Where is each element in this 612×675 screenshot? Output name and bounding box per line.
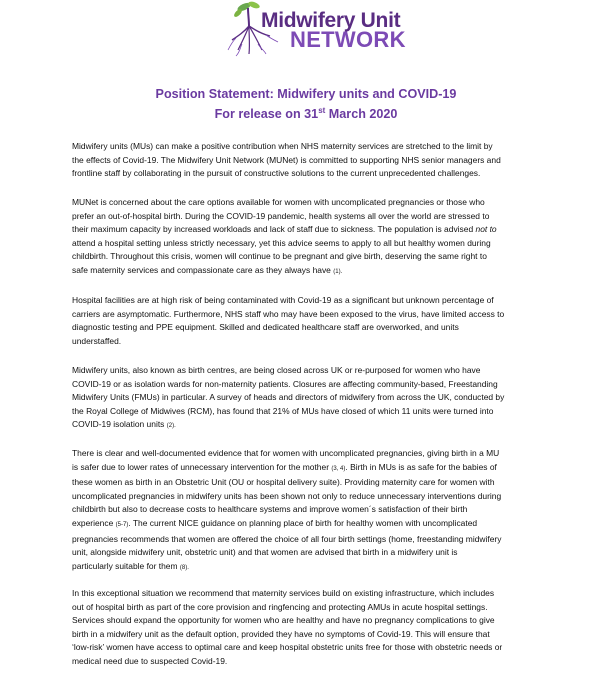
text-line: MUNet is concerned about the care options available for women with uncomplicated pregnancies or those who xyxy=(72,197,485,207)
text-line: Midwifery units (MUs) can make a positive contribution when NHS maternity services are stretched to the limit by xyxy=(72,141,493,151)
paragraph-2 xyxy=(72,196,552,280)
text-segment: particularly suitable for them xyxy=(72,560,178,571)
text-line: understaffed. xyxy=(72,335,122,346)
text-segment: . Birth in MUs is as safe for the babies of xyxy=(345,461,497,472)
release-sup: st xyxy=(318,106,326,115)
text-segment: COVID-19 isolation units xyxy=(72,419,165,430)
text-line: Midwifery units, also known as birth centres, are being closed across UK or re-purposed for women who have xyxy=(72,365,481,375)
midwifery-unit-network-logo xyxy=(222,0,406,60)
text-segment: . The current NICE guidance on planning place of birth for healthy women with uncomplicated xyxy=(128,517,478,528)
text-line: out of hospital birth as part of the core provision and ringfencing and protecting AMUs in acute hospital settings. xyxy=(72,601,488,612)
text-line: medical need due to suspected Covid-19. xyxy=(72,655,228,666)
release-date xyxy=(0,106,612,121)
citation-ref: (2). xyxy=(166,423,176,430)
text-line: uncomplicated pregnancies in midwifery units has been shown not only to reduce unnecessary interventions during xyxy=(72,490,502,501)
text-line: COVID-19 or as isolation wards for non-maternity patients. Closures are affecting community-based, Freestanding xyxy=(72,378,498,389)
text-line: childbirth. Throughout this crisis, women will continue to be pregnant and give birth, deserving the same right to xyxy=(72,251,487,262)
release-prefix: For release on 31 xyxy=(214,107,319,122)
text-line: childbirth but also to decrease costs to healthcare systems and improve women´s satisfaction of their birth xyxy=(72,504,468,515)
text-line xyxy=(72,418,552,434)
text-line xyxy=(72,560,552,576)
paragraph-4 xyxy=(72,364,552,434)
text-line: There is clear and well-documented evidence that for women with uncomplicated pregnancies, giving birth in a MU xyxy=(72,448,500,458)
text-line: birth in a midwifery unit as the default option, provided they have no symptoms of Covid-19. This will ensure that xyxy=(72,628,490,639)
emphasis-not-to: not to xyxy=(475,224,497,235)
text-line: In this exceptional situation we recommend that maternity services build on existing infrastructure, which includes xyxy=(72,588,495,598)
citation-ref: (3, 4) xyxy=(331,465,346,472)
paragraph-5 xyxy=(72,447,552,575)
text-line xyxy=(72,264,552,280)
text-segment: safe maternity services and compassionate care as they always have xyxy=(72,264,331,275)
text-segment: experience xyxy=(72,517,114,528)
citation-ref: (1). xyxy=(333,268,343,275)
citation-ref: (5-7) xyxy=(115,521,129,528)
release-suffix: March 2020 xyxy=(325,107,398,122)
text-line xyxy=(72,223,552,237)
text-line xyxy=(72,461,552,477)
text-line: prefer an out-of-hospital birth. During the COVID-19 pandemic, health systems all over the world are stressed to xyxy=(72,210,490,221)
logo-text-network: NETWORK xyxy=(290,27,406,52)
text-segment: their maximum capacity by increased workloads and lack of staff due to sickness. The population is advised xyxy=(72,224,474,235)
text-line: attend a hospital setting unless strictly necessary, yet this advice seems to apply to all but healthy women during xyxy=(72,237,491,248)
paragraph-1 xyxy=(72,140,552,181)
logo-text-midwifery-unit: Midwifery Unit xyxy=(261,9,401,32)
text-line: Services should expand the opportunity for women who are healthy and have no pregnancy complications to give xyxy=(72,615,495,626)
text-line: frontline staff by collaborating in the pursuit of constructive solutions to the current unprecedented challenges. xyxy=(72,168,481,179)
text-line: the Royal College of Midwives (RCM), has found that 21% of MUs have closed of which 11 units were turned into xyxy=(72,405,494,416)
text-line: these women as birth in an Obstetric Unit (OU or hospital delivery suite). Providing maternity care for women with xyxy=(72,477,495,488)
text-line: Hospital facilities are at high risk of being contaminated with Covid-19 as a significant but unknown percentage of xyxy=(72,295,494,305)
text-segment: is safer due to lower rates of unnecessary intervention for the mother xyxy=(72,461,330,472)
text-line: ‘low-risk’ women have access to optimal care and keep hospital obstetric units free for those with obstetric needs or xyxy=(72,642,503,653)
paragraph-3 xyxy=(72,294,552,348)
text-line: carriers are asymptomatic. Furthermore, NHS staff who may have been exposed to the virus, have limited access to xyxy=(72,308,505,319)
text-line: diagnostic testing and PPE equipment. Skilled and dedicated healthcare staff are overworked, and units xyxy=(72,322,459,333)
citation-ref: (8). xyxy=(179,564,189,571)
text-line xyxy=(72,517,552,533)
paragraph-6 xyxy=(72,587,552,669)
text-line: the effects of Covid-19. The Midwifery Unit Network (MUNet) is committed to supporting NHS senior managers and xyxy=(72,154,501,165)
text-line: unit, alongside midwifery unit, obstetric unit) and that women are advised that birth in a midwifery unit is xyxy=(72,547,458,558)
text-line: pregnancies recommends that women are offered the choice of all four birth settings (home, freestanding midwifery xyxy=(72,533,502,544)
document-title: Position Statement: Midwifery units and COVID-19 xyxy=(155,87,457,101)
text-line: Midwifery Units (FMUs) in particular. A survey of heads and directors of midwifery from across the UK, conducted by xyxy=(72,392,505,403)
